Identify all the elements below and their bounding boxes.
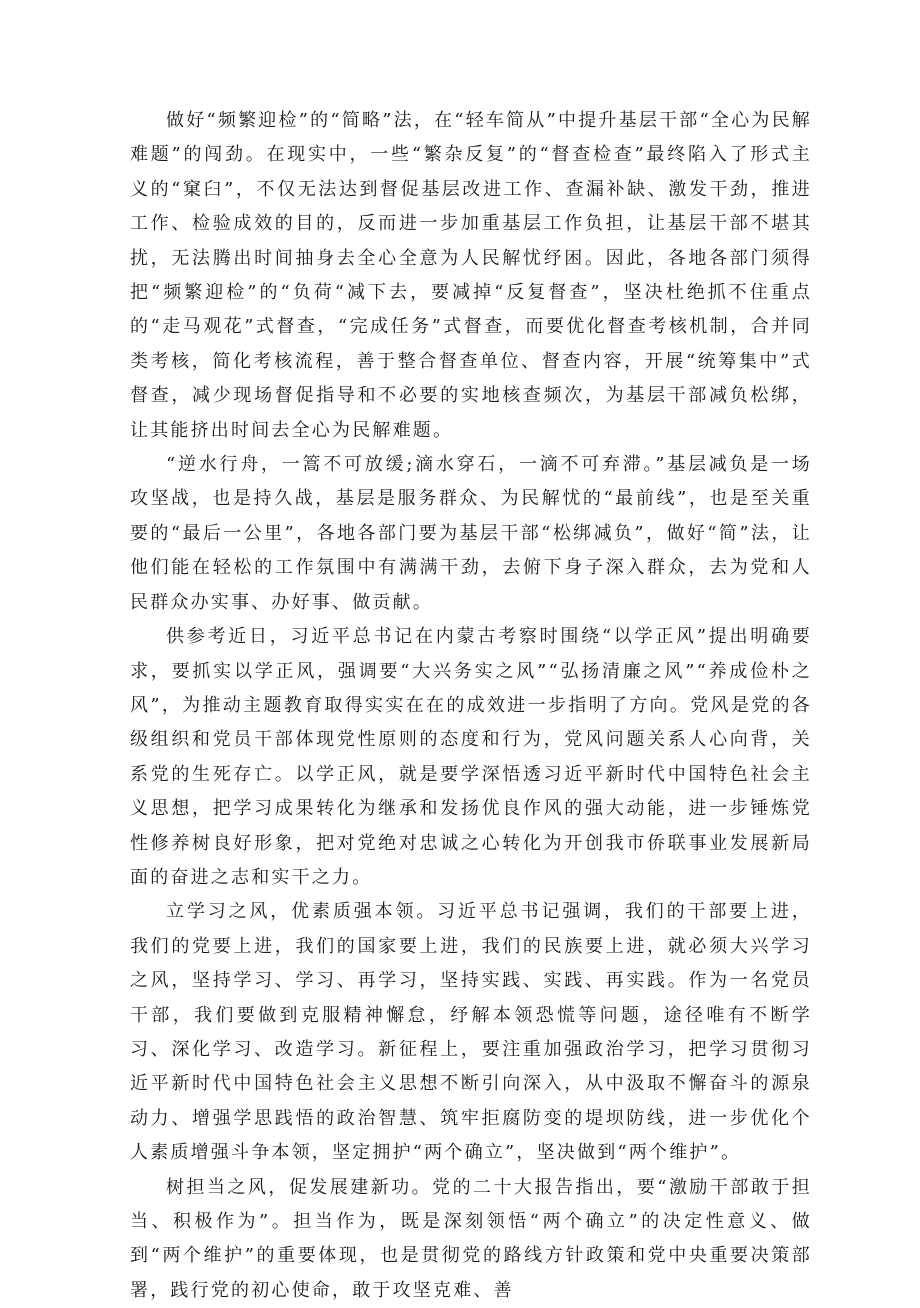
paragraph-study-culture: 立学习之风，优素质强本领。习近平总书记强调，我们的干部要上进，我们的党要上进，我们的国家要上进，我们的民族要上进，就必须大兴学习之风，坚持学习、学习、再学习，坚持实践、实践、再实践。作为一名党员干部，我们要做到克服精神懈怠，纾解本领恐慌等问题，途径唯有不断学习、深化学习、改造学习。新征程上，要注重加强政治学习，把学习贯彻习近平新时代中国特色社会主义思想不断引向深入，从中汲取不懈奋斗的源泉动力、增强学思践悟的政治智慧、筑牢拒腐防变的堤坝防线，进一步优化个人素质增强斗争本领，坚定拥护“两个确立”，坚决做到“两个维护”。 (130, 901, 812, 1164)
document-body (130, 104, 812, 1308)
paragraph-responsibility: 树担当之风，促发展建新功。党的二十大报告指出，要“激励干部敢于担当、积极作为”。担当作为，既是深刻领悟“两个确立”的决定性意义、做到“两个维护”的重要体现，也是贯彻党的路线方针政策和党中央重要决策部署，践行党的初心使命，敢于攻坚克难、善 (130, 1176, 812, 1301)
paragraph-study-rectify-style: 供参考近日，习近平总书记在内蒙古考察时围绕“以学正风”提出明确要求，要抓实以学正风，强调要“大兴务实之风”“弘扬清廉之风”“养成俭朴之风”，为推动主题教育取得实实在在的成效进一步指明了方向。党风是党的各级组织和党员干部体现党性原则的态度和行为，党风问题关系人心向背，关系党的生死存亡。以学正风，就是要学深悟透习近平新时代中国特色社会主义思想，把学习成果转化为继承和发扬优良作风的强大动能，进一步锤炼党性修养树良好形象，把对党绝对忠诚之心转化为开创我市侨联事业发展新局面的奋进之志和实干之力。 (130, 626, 812, 888)
paragraph-burden-reduction: “逆水行舟，一篙不可放缓;滴水穿石，一滴不可弃滞。”基层减负是一场攻坚战，也是持久战，基层是服务群众、为民解忧的“最前线”，也是至关重要的“最后一公里”，各地各部门要为基层干部“松绑减负”，做好“简”法，让他们能在轻松的工作氛围中有满满干劲，去俯下身子深入群众，去为党和人民群众办实事、办好事、做贡献。 (130, 454, 812, 613)
paragraph-reduce-inspections: 做好“频繁迎检”的“简略”法，在“轻车简从”中提升基层干部“全心为民解难题”的闯劲。在现实中，一些“繁杂反复”的“督查检查”最终陷入了形式主义的“窠臼”，不仅无法达到督促基层改进工作、查漏补缺、激发干劲，推进工作、检验成效的目的，反而进一步加重基层工作负担，让基层干部不堪其扰，无法腾出时间抽身去全心全意为人民解忧纾困。因此，各地各部门须得把“频繁迎检”的“负荷“减下去，要减掉“反复督查”，坚决杜绝抓不住重点的“走马观花”式督查，“完成任务”式督查，而要优化督查考核机制，合并同类考核，简化考核流程，善于整合督查单位、督查内容，开展“统筹集中”式督查，减少现场督促指导和不必要的实地核查频次，为基层干部减负松绑，让其能挤出时间去全心为民解难题。 (130, 110, 812, 441)
